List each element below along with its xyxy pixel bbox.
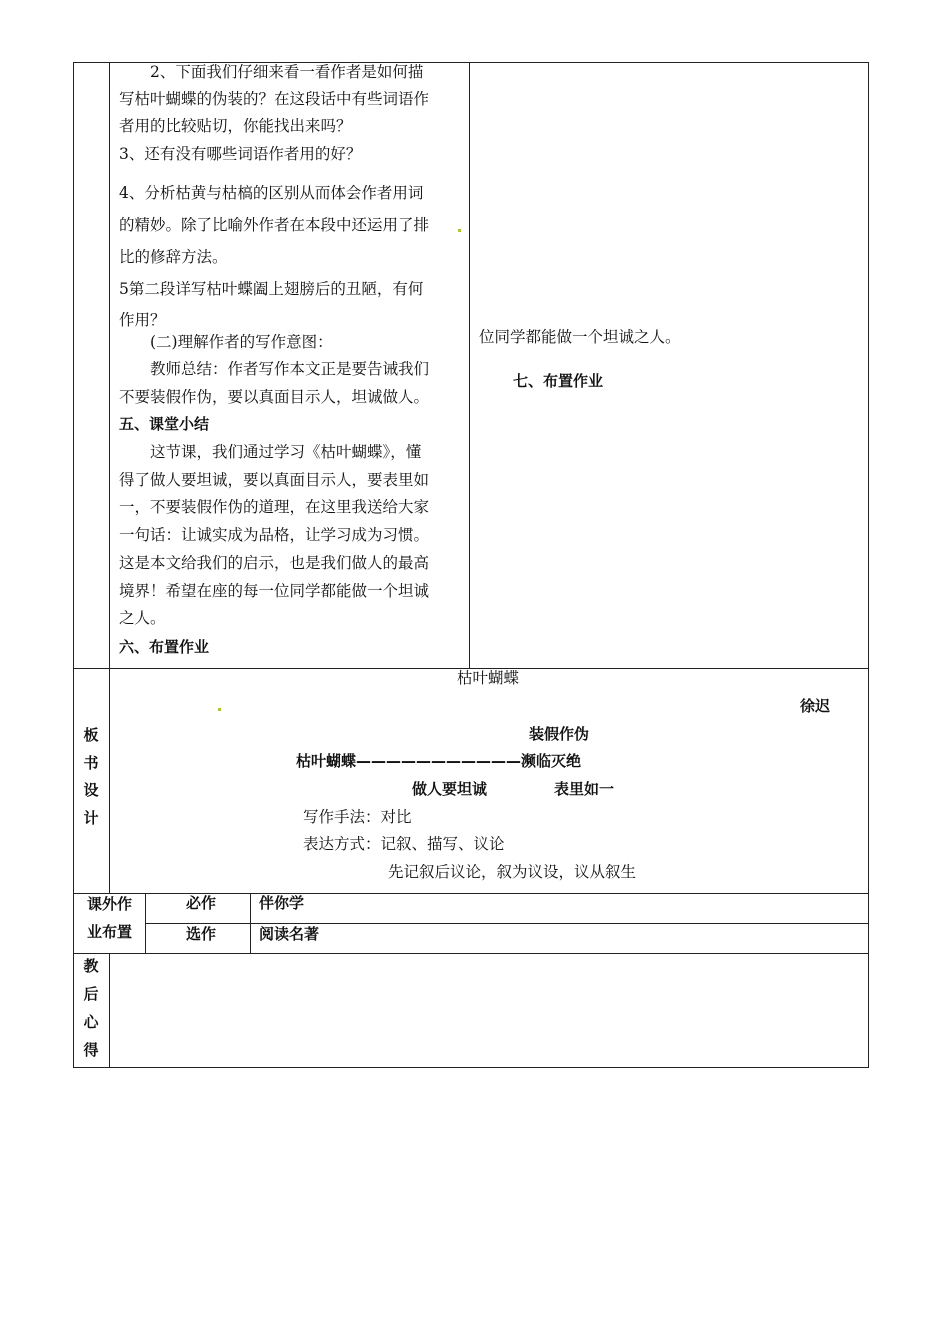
board-line: 装假作伪 <box>529 725 590 743</box>
board-title: 枯叶蝴蝶 <box>457 669 520 687</box>
required-label: 必作 <box>186 894 217 912</box>
text-line: 教师总结：作者写作本文正是要告诫我们 <box>119 360 430 378</box>
board-line: 枯叶蝴蝶———————————濒临灭绝 <box>296 752 582 770</box>
board-design-label-char: 板 <box>83 726 99 744</box>
board-line: 写作手法：对比 <box>303 808 412 826</box>
board-design-label-char: 设 <box>83 781 99 799</box>
section-heading: 五、课堂小结 <box>119 415 210 433</box>
board-line: 表达方式：记叙、描写、议论 <box>303 835 505 853</box>
optional-value: 阅读名著 <box>259 925 320 943</box>
reflection-label-char: 教 <box>83 957 99 975</box>
board-design-label-char: 书 <box>83 754 99 772</box>
reflection-label-char: 得 <box>83 1041 99 1059</box>
board-line: 先记叙后议论，叙为议设，议从叙生 <box>388 863 637 881</box>
text-line: 作用？ <box>119 311 166 329</box>
reflection-label-char: 心 <box>83 1013 99 1031</box>
optional-label: 选作 <box>186 925 217 943</box>
section-heading: 六、布置作业 <box>119 638 210 656</box>
text-line: 比的修辞方法。 <box>119 248 228 266</box>
text-line: 这节课，我们通过学习《枯叶蝴蝶》，懂 <box>119 443 422 461</box>
text-line: 的精妙。除了比喻外作者在本段中还运用了排 <box>119 216 430 234</box>
board-author: 徐迟 <box>800 697 831 715</box>
required-value: 伴你学 <box>259 894 305 912</box>
text-line: 之人。 <box>119 609 166 627</box>
homework-label-line: 业布置 <box>87 923 133 941</box>
text-line: 得了做人要坦诚，要以真面目示人，要表里如 <box>119 471 430 489</box>
text-line: 一，不要装假作伪的道理，在这里我送给大家 <box>119 498 430 516</box>
reflection-label-char: 后 <box>83 985 99 1003</box>
text-line: 这是本文给我们的启示，也是我们做人的最高 <box>119 554 430 572</box>
text-line: 3、还有没有哪些词语作者用的好？ <box>119 145 362 163</box>
text-line: 5第二段详写枯叶蝶阖上翅膀后的丑陋，有何 <box>119 280 424 298</box>
text-line: 4、分析枯黄与枯槁的区别从而体会作者用词 <box>119 184 424 202</box>
board-line: 做人要坦诚 <box>412 780 488 798</box>
text-line: 一句话：让诚实成为品格，让学习成为习惯。 <box>119 526 430 544</box>
homework-label-line: 课外作 <box>87 895 133 913</box>
board-line: 表里如一 <box>554 780 615 798</box>
text-line: 者用的比较贴切，你能找出来吗？ <box>119 117 352 135</box>
text-line: 写枯叶蝴蝶的伪装的？在这段话中有些词语作 <box>119 90 430 108</box>
text-line: 位同学都能做一个坦诚之人。 <box>479 328 681 346</box>
board-design-label-char: 计 <box>83 809 99 827</box>
text-line: 2、下面我们仔细来看一看作者是如何描 <box>119 63 424 81</box>
text-line: 不要装假作伪，要以真面目示人，坦诚做人。 <box>119 388 430 406</box>
section-heading: 七、布置作业 <box>513 372 604 390</box>
text-line: (二)理解作者的写作意图： <box>119 333 333 351</box>
text-line: 境界！希望在座的每一位同学都能做一个坦诚 <box>119 582 430 600</box>
